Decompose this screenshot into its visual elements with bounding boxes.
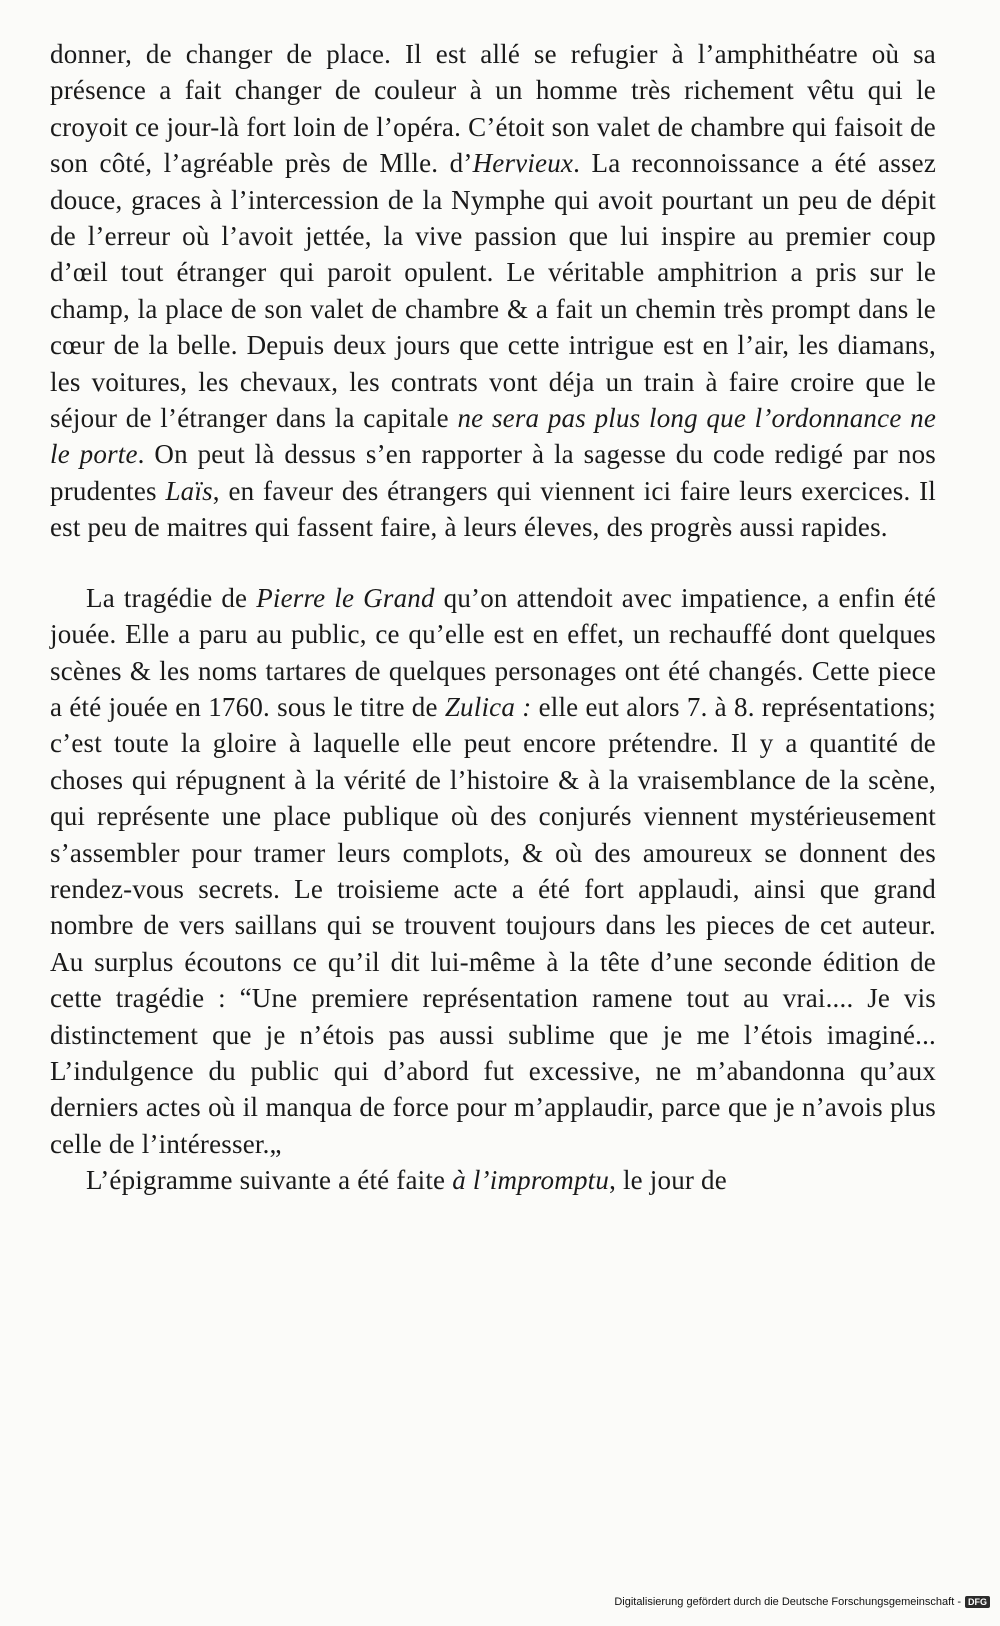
paragraph-2 (50, 580, 936, 1163)
dfg-logo-icon: DFG (965, 1596, 990, 1608)
text-run: L’épigramme suivante a été faite (86, 1165, 453, 1196)
paragraph-1 (50, 36, 936, 546)
text-run: , le jour de (609, 1165, 727, 1196)
italic-name: Hervieux (472, 148, 574, 179)
text-run: elle eut alors 7. à 8. représentations; c’est toute la gloire à laquelle elle peut encore prétendre. Il y a quantité de choses qui répugnent à la vérité de l’histoire & à la vraisemblance de la scène, qui représente une place publique où des conjurés viennent mystérieusement s’assembler pour tramer leurs complots, & où des amoureux se donnent des rendez-vous secrets. Le troisieme acte a été fort applaudi, ainsi que grand nombre de vers saillans qui se trouvent toujours dans les pieces de cet auteur. Au surplus écoutons ce qu’il dit lui-même à la tête d’une seconde édition de cette tragédie : “Une premiere représentation ramene tout au vrai.... Je vis distinctement que je n’étois pas aussi sublime que je me l’étois imaginé... L’indulgence du public qui d’abord fut excessive, ne m’abandonna qu’aux derniers actes où il manqua de force pour m’applaudir, parce que je n’avois plus celle de l’intéresser.„ (50, 691, 936, 1159)
italic-phrase: ne sera pas plus long que l’ordonnance ne le porte (50, 403, 936, 470)
italic-name: Laïs (165, 475, 213, 506)
text-run: qu’on attendoit avec impatience, a enfin été jouée. Elle a paru au public, ce qu’elle est en effet, un rechauffé dont quelques scènes & les noms tartares de quelques personages ont été changés. Cette piece a été jouée en 1760. sous le titre de (50, 582, 937, 722)
text-run: , en faveur des étrangers qui viennent ici faire leurs exercices. Il est peu de maitres qui fassent faire, à leurs éleves, des progrès aussi rapides. (50, 475, 936, 543)
digitization-credit (614, 1596, 990, 1608)
italic-title: Pierre le Grand (256, 582, 435, 613)
text-run: donner, de changer de place. Il est allé se refugier à l’amphithéatre où sa présence a fait changer de couleur à un homme très richement vêtu qui le croyoit ce jour-là fort loin de l’opéra. C’étoit son valet de chambre qui faisoit de son côté, l’agréable près de Mlle. d’ (50, 39, 936, 179)
credit-text: Digitalisierung gefördert durch die Deutsche Forschungsgemeinschaft - (614, 1596, 961, 1608)
paragraph-3 (50, 1162, 936, 1198)
text-run: . La reconnoissance a été assez douce, graces à l’intercession de la Nymphe qui avoit pourtant un peu de dépit de l’erreur où l’avoit jettée, la vive passion que lui inspire au premier coup d’œil tout étranger qui paroit opulent. Le véritable amphitrion a pris sur le champ, la place de son valet de chambre & a fait un chemin très prompt dans le cœur de la belle. Depuis deux jours que cette intrigue est en l’air, les diamans, les voitures, les chevaux, les contrats vont déja un train à faire croire que le séjour de l’étranger dans la capitale (50, 148, 936, 434)
italic-title: Zulica : (444, 691, 532, 722)
italic-phrase: à l’impromptu (452, 1165, 610, 1196)
text-run: La tragédie de (86, 582, 257, 613)
page-text (50, 36, 936, 1199)
text-run: . On peut là dessus s’en rapporter à la sagesse du code redigé par nos prudentes (50, 439, 936, 506)
